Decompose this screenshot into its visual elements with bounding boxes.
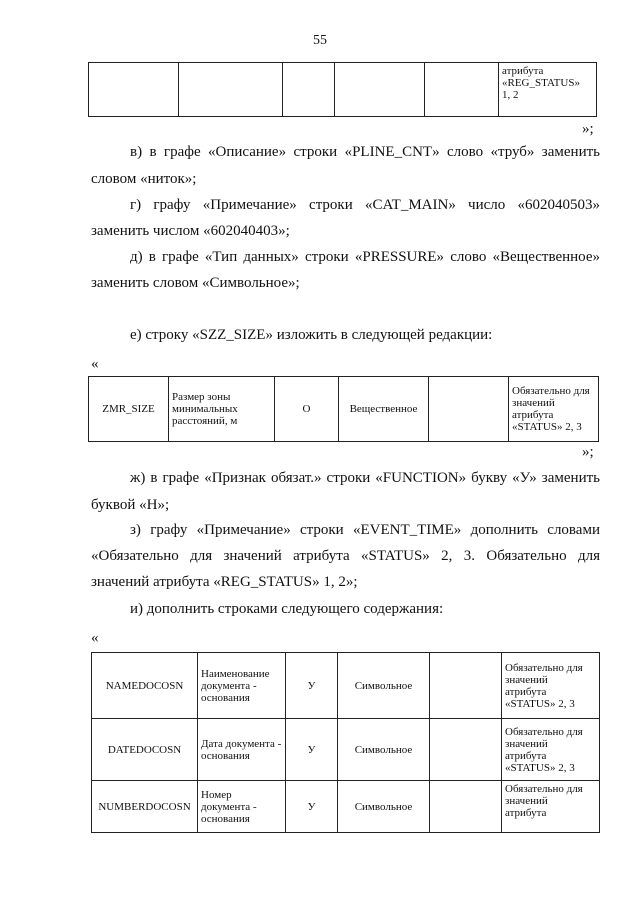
table-row: [89, 377, 599, 442]
code-cell: ZMR_SIZE: [89, 377, 169, 442]
desc-line: документа -: [201, 800, 257, 813]
table-cell: [430, 781, 502, 833]
paragraph-v-line2: словом «ниток»;: [91, 171, 197, 187]
table-row: [92, 781, 600, 833]
table-cell: [430, 653, 502, 719]
code-cell: NAMEDOCOSN: [92, 653, 198, 719]
paragraph-z-line2: «Обязательно для значений атрибута «STATUS» 2, 3. Обязательно для: [91, 548, 600, 564]
paragraph-zh-line2: буквой «Н»;: [91, 497, 170, 513]
paragraph-z-line3: значений атрибута «REG_STATUS» 1, 2»;: [91, 574, 358, 590]
note-line: Обязательно для: [505, 725, 583, 738]
desc-line: расстояний, м: [172, 415, 238, 427]
desc-line: документа -: [201, 679, 257, 692]
flag-cell: У: [286, 719, 338, 781]
type-cell: Вещественное: [339, 377, 429, 442]
table-cell: [429, 377, 509, 442]
table-cell: [89, 63, 179, 117]
paragraph-i: и) дополнить строками следующего содержания:: [130, 601, 444, 617]
desc-line: минимальных: [172, 403, 238, 415]
note-cell: [502, 781, 600, 833]
table-row: [89, 63, 597, 117]
description-cell: [169, 377, 275, 442]
note-line: атрибута: [512, 409, 554, 421]
note-line: атрибута: [505, 685, 547, 698]
open-quote: «: [91, 356, 99, 372]
note-line: Обязательно для: [505, 661, 583, 674]
size-table: [88, 376, 599, 442]
flag-cell: У: [286, 653, 338, 719]
code-cell: DATEDOCOSN: [92, 719, 198, 781]
note-line: «STATUS» 2, 3: [505, 697, 575, 710]
note-line: значений: [512, 397, 555, 409]
paragraph-v-line1: в) в графе «Описание» строки «PLINE_CNT» слово «труб» заменить: [130, 144, 600, 160]
note-cell: [502, 719, 600, 781]
type-cell: Символьное: [338, 719, 430, 781]
note-line: значений: [505, 795, 548, 807]
table-cell: [430, 719, 502, 781]
desc-line: основания: [201, 749, 250, 762]
close-quote: »;: [582, 121, 594, 137]
paragraph-d-line2: заменить словом «Символьное»;: [91, 275, 300, 291]
note-line: Обязательно для: [505, 783, 583, 795]
note-line: атрибута: [505, 749, 547, 762]
note-line: атрибута: [502, 65, 544, 77]
description-cell: [198, 781, 286, 833]
note-line: «REG_STATUS»: [502, 77, 580, 89]
continuation-table: [88, 62, 597, 117]
flag-cell: О: [275, 377, 339, 442]
paragraph-z-line1: з) графу «Примечание» строки «EVENT_TIME» дополнить словами: [130, 522, 600, 538]
note-line: «STATUS» 2, 3: [512, 421, 582, 433]
code-cell: NUMBERDOCOSN: [92, 781, 198, 833]
desc-line: Номер: [201, 788, 232, 801]
table-row: [92, 653, 600, 719]
paragraph-d-line1: д) в графе «Тип данных» строки «PRESSURE» слово «Вещественное»: [130, 249, 600, 265]
note-cell: [509, 377, 599, 442]
desc-line: Размер зоны: [172, 391, 231, 403]
type-cell: Символьное: [338, 653, 430, 719]
table-cell: [283, 63, 335, 117]
open-quote: «: [91, 630, 99, 646]
description-cell: [198, 653, 286, 719]
desc-line: основания: [201, 812, 250, 825]
note-line: 1, 2: [502, 89, 519, 101]
page-number: 55: [313, 33, 327, 48]
type-cell: Символьное: [338, 781, 430, 833]
desc-line: основания: [201, 691, 250, 704]
note-line: Обязательно для: [512, 385, 590, 397]
note-line: значений: [505, 673, 548, 686]
paragraph-e: е) строку «SZZ_SIZE» изложить в следующей редакции:: [130, 327, 493, 343]
table-row: [92, 719, 600, 781]
paragraph-zh-line1: ж) в графе «Признак обязат.» строки «FUNCTION» букву «У» заменить: [130, 470, 600, 486]
table-cell: [179, 63, 283, 117]
desc-line: Дата документа -: [201, 737, 282, 750]
paragraph-g-line1: г) графу «Примечание» строки «CAT_MAIN» число «602040503»: [130, 197, 600, 213]
note-line: атрибута: [505, 807, 547, 819]
new-rows-table: [91, 652, 600, 833]
flag-cell: У: [286, 781, 338, 833]
note-cell: [502, 653, 600, 719]
note-line: «STATUS» 2, 3: [505, 761, 575, 774]
note-cell: [499, 63, 597, 117]
note-line: значений: [505, 737, 548, 750]
table-cell: [425, 63, 499, 117]
desc-line: Наименование: [201, 667, 270, 680]
paragraph-g-line2: заменить числом «602040403»;: [91, 223, 290, 239]
description-cell: [198, 719, 286, 781]
close-quote: »;: [582, 444, 594, 460]
table-cell: [335, 63, 425, 117]
